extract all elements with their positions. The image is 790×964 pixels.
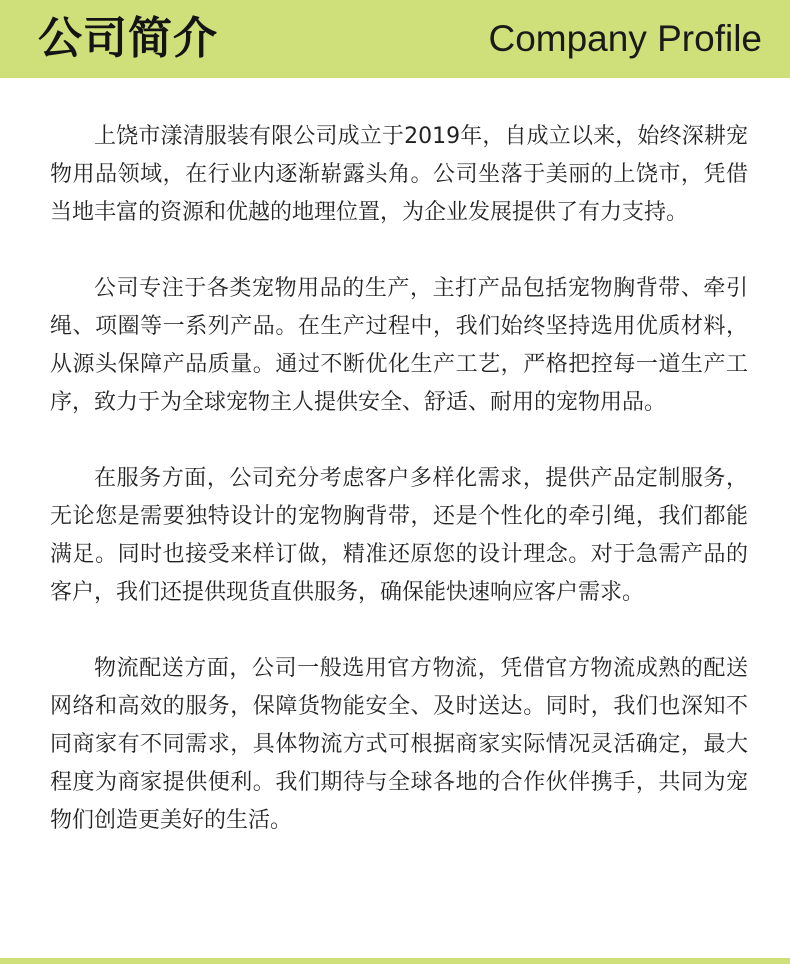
footer-divider <box>0 958 790 964</box>
page-title: 公司简介 <box>38 13 218 64</box>
page-subtitle-en: Company Profile <box>488 18 762 59</box>
header-banner <box>0 0 790 78</box>
paragraph-services: 在服务方面，公司充分考虑客户多样化需求，提供产品定制服务，无论您是需要独特设计的宠物胸背带，还是个性化的牵引绳，我们都能满足。同时也接受来样订做，精准还原您的设计理念。对于急需产品的客户，我们还提供现货直供服务，确保能快速响应客户需求。 <box>50 466 748 605</box>
paragraph-founding: 上饶市漾清服装有限公司成立于2019年，自成立以来，始终深耕宠物用品领域，在行业内逐渐崭露头角。公司坐落于美丽的上饶市，凭借当地丰富的资源和优越的地理位置，为企业发展提供了有力支持。 <box>50 124 748 225</box>
profile-content <box>50 118 748 878</box>
paragraph-products: 公司专注于各类宠物用品的生产，主打产品包括宠物胸背带、牵引绳、项圈等一系列产品。在生产过程中，我们始终坚持选用优质材料，从源头保障产品质量。通过不断优化生产工艺，严格把控每一道生产工序，致力于为全球宠物主人提供安全、舒适、耐用的宠物用品。 <box>50 276 748 415</box>
paragraph-logistics: 物流配送方面，公司一般选用官方物流，凭借官方物流成熟的配送网络和高效的服务，保障货物能安全、及时送达。同时，我们也深知不同商家有不同需求，具体物流方式可根据商家实际情况灵活确定，最大程度为商家提供便利。我们期待与全球各地的合作伙伴携手，共同为宠物们创造更美好的生活。 <box>50 656 748 833</box>
